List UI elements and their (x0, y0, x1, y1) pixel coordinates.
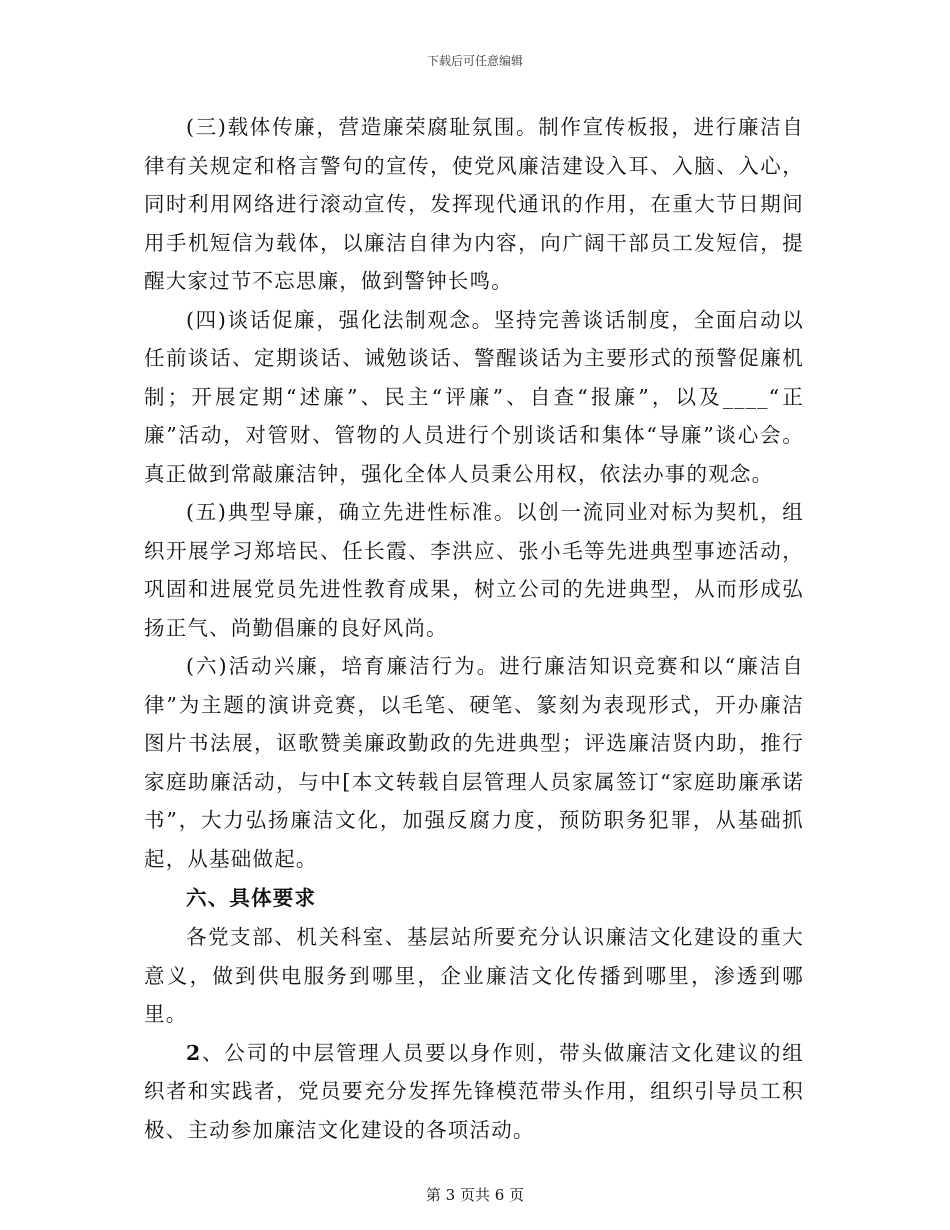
requirement-separator: 、 (201, 1040, 225, 1065)
page-header: 下载后可任意编辑 (426, 54, 523, 68)
requirement-text: 公司的中层管理人员要以身作则，带头做廉洁文化建议的组织者和实践者，党员要充分发挥先锋模范带头作用，组织引导员工积极、主动参加廉洁文化建设的各项活动。 (144, 1040, 804, 1142)
requirement-item-2 (144, 1034, 804, 1150)
paragraph-model-integrity: (五)典型导廉，确立先进性标准。以创一流同业对标为契机，组织开展学习郑培民、任长霞、李洪应、张小毛等先进典型事迹活动，巩固和进展党员先进性教育成果，树立公司的先进典型，从而形成弘扬正气、尚勤倡廉的良好风尚。 (144, 500, 804, 640)
requirement-number: 2 (186, 1040, 202, 1065)
document-body (144, 108, 804, 1149)
page-footer: 第 3 页共 6 页 (425, 1186, 525, 1204)
section-heading-requirements: 六、具体要求 (186, 886, 317, 910)
paragraph-carrier-integrity: (三)载体传廉，营造廉荣腐耻氛围。制作宣传板报，进行廉洁自律有关规定和格言警句的宣传，使党风廉洁建设入耳、入脑、入心，同时利用网络进行滚动宣传，发挥现代通讯的作用，在重大节日期间用手机短信为载体，以廉洁自律为内容，向广阔干部员工发短信，提醒大家过节不忘思廉，做到警钟长鸣。 (144, 115, 804, 293)
paragraph-activity-integrity: (六)活动兴廉，培育廉洁行为。进行廉洁知识竞赛和以“廉洁自律”为主题的演讲竞赛，以毛笔、硬笔、篆刻为表现形式，开办廉洁图片书法展，讴歌赞美廉政勤政的先进典型；评选廉洁贤内助，推行家庭助廉活动，与中[本文转载自层管理人员家属签订“家庭助廉承诺书”，大力弘扬廉洁文化，加强反腐力度，预防职务犯罪，从基础抓起，从基础做起。 (144, 654, 804, 871)
requirement-item-1: 各党支部、机关科室、基层站所要充分认识廉洁文化建设的重大意义，做到供电服务到哪里，企业廉洁文化传播到哪里，渗透到哪里。 (144, 925, 804, 1026)
paragraph-talk-integrity: (四)谈话促廉，强化法制观念。坚持完善谈话制度，全面启动以任前谈话、定期谈话、诫勉谈话、警醒谈话为主要形式的预警促廉机制；开展定期“述廉”、民主“评廉”、自查“报廉”，以及____“正廉”活动，对管财、管物的人员进行个别谈话和集体“导廉”谈心会。真正做到常敲廉洁钟，强化全体人员秉公用权，依法办事的观念。 (144, 307, 804, 486)
